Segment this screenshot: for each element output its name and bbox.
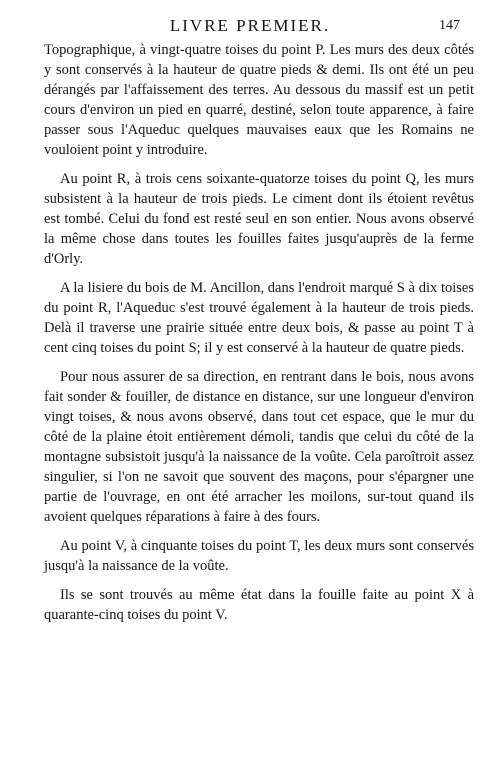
page-body	[44, 40, 474, 634]
running-head: LIVRE PREMIER.	[169, 16, 331, 35]
paragraph: Topographique, à vingt-quatre toises du point P. Les murs des deux côtés y sont conservés à la hauteur de quatre pieds & demi. Ils ont été un peu dérangés par l'affaissement des terres. Au dessous du massif est un petit cours d'environ un pied en quarré, destiné, selon toute apparence, à faire passer sous l'Aqueduc quelques mauvaises eaux que les Romains ne vouloient point y introduire.	[44, 42, 474, 158]
paragraph: Au point R, à trois cens soixante-quatorze toises du point Q, les murs subsistent à la hauteur de trois pieds. Le ciment dont ils étoient revêtus est tombé. Celui du fond est resté seul en son entier. Nous avons observé la même chose dans toutes les fouilles faites jusqu'auprès de la ferme d'Orly.	[44, 171, 474, 267]
paragraph: Au point V, à cinquante toises du point T, les deux murs sont conservés jusqu'à la naissance de la voûte.	[44, 538, 474, 574]
paragraph: Pour nous assurer de sa direction, en rentrant dans le bois, nous avons fait sonder & fouiller, de distance en distance, sur une longueur d'environ vingt toises, & nous avons observé, dans tout cet espace, que le mur du côté de la plaine étoit entièrement démoli, tandis que celui du côté de la montagne subsistoit jusqu'à la naissance de la voûte. Cela paroîtroit assez singulier, si l'on ne savoit que souvent des maçons, pour s'épargner une partie de l'ouvrage, en ont été arracher les moilons, sur-tout quand ils avoient quelques réparations à faire à des fours.	[44, 369, 474, 525]
paragraph: A la lisiere du bois de M. Ancillon, dans l'endroit marqué S à dix toises du point R, l'Aqueduc s'est trouvé également à la hauteur de trois pieds. Delà il traverse une prairie située entre deux bois, & passe au point T à cent cinq toises du point S; il y est conservé à la hauteur de quatre pieds.	[44, 280, 474, 356]
page-header	[0, 12, 500, 38]
paragraph: Ils se sont trouvés au même état dans la fouille faite au point X à quarante-cinq toises du point V.	[44, 587, 474, 623]
page-number: 147	[439, 18, 460, 33]
